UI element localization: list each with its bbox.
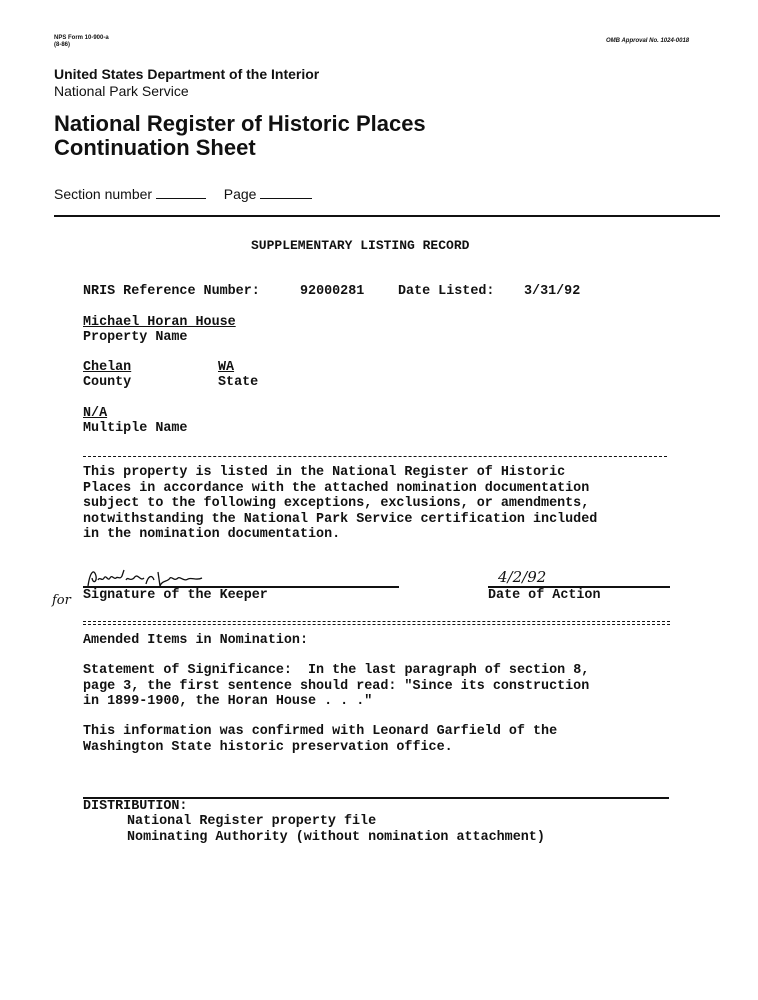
statement-line: notwithstanding the National Park Service certification included [83,511,598,527]
signature-label: Signature of the Keeper [83,588,268,603]
page-title: National Register of Historic Places [54,111,426,136]
distribution-heading: DISTRIBUTION: [83,799,188,814]
service-name: National Park Service [54,83,189,99]
significance-line: In the last paragraph of section 8, [308,663,590,678]
state-value: WA [218,360,235,375]
amendments-heading: Amended Items in Nomination: [83,633,308,648]
date-of-action-handwritten: 4/2/92 [498,568,547,586]
nris-label: NRIS Reference Number: [83,284,260,299]
date-listed-label: Date Listed: [398,284,495,299]
county-value: Chelan [83,360,132,375]
section-number-field [54,186,312,202]
page-label: Page [223,186,257,202]
page-subtitle: Continuation Sheet [54,135,256,160]
form-date: (8-86) [54,42,71,48]
significance-line: in 1899-1900, the Horan House . . ." [83,694,373,709]
page-number-blank [260,188,312,199]
statement-paragraph [83,465,597,543]
date-listed-value: 3/31/92 [524,284,581,299]
department-name: United States Department of the Interior [54,66,320,82]
multiple-name-label: Multiple Name [83,421,188,436]
dashed-divider [83,456,667,457]
significance-line: page 3, the first sentence should read: "Since its construction [83,678,590,694]
omb-approval: OMB Approval No. 1024-0018 [606,38,690,44]
state-label: State [218,375,259,390]
statement-line: in the nomination documentation. [83,527,341,542]
record-heading: SUPPLEMENTARY LISTING RECORD [251,238,470,253]
statement-line: Places in accordance with the attached nomination documentation [83,480,590,496]
distribution-list [127,814,545,845]
confirmation-line: This information was confirmed with Leonard Garfield of the [83,724,558,739]
significance-label: Statement of Significance: [83,663,292,678]
double-dashed-divider [83,621,670,625]
section-number-label: Section number [54,186,153,202]
header-divider [54,215,720,217]
statement-line: subject to the following exceptions, exclusions, or amendments, [83,496,590,511]
form-number: NPS Form 10-900-a [54,35,109,41]
county-label: County [83,375,132,390]
property-name: Michael Horan House [83,315,236,330]
multiple-name-value: N/A [83,406,108,421]
significance-paragraph [83,663,589,710]
distribution-item: Nominating Authority (without nomination attachment) [127,829,545,845]
confirmation-line: Washington State historic preservation office. [83,739,453,755]
date-of-action-label: Date of Action [488,588,601,603]
statement-line: This property is listed in the National Register of Historic [83,465,566,480]
for-annotation: for [52,593,71,608]
distribution-item: National Register property file [127,814,377,829]
section-number-blank [156,188,206,199]
nris-value: 92000281 [300,284,365,299]
confirmation-paragraph [83,724,557,755]
property-name-label: Property Name [83,330,188,345]
